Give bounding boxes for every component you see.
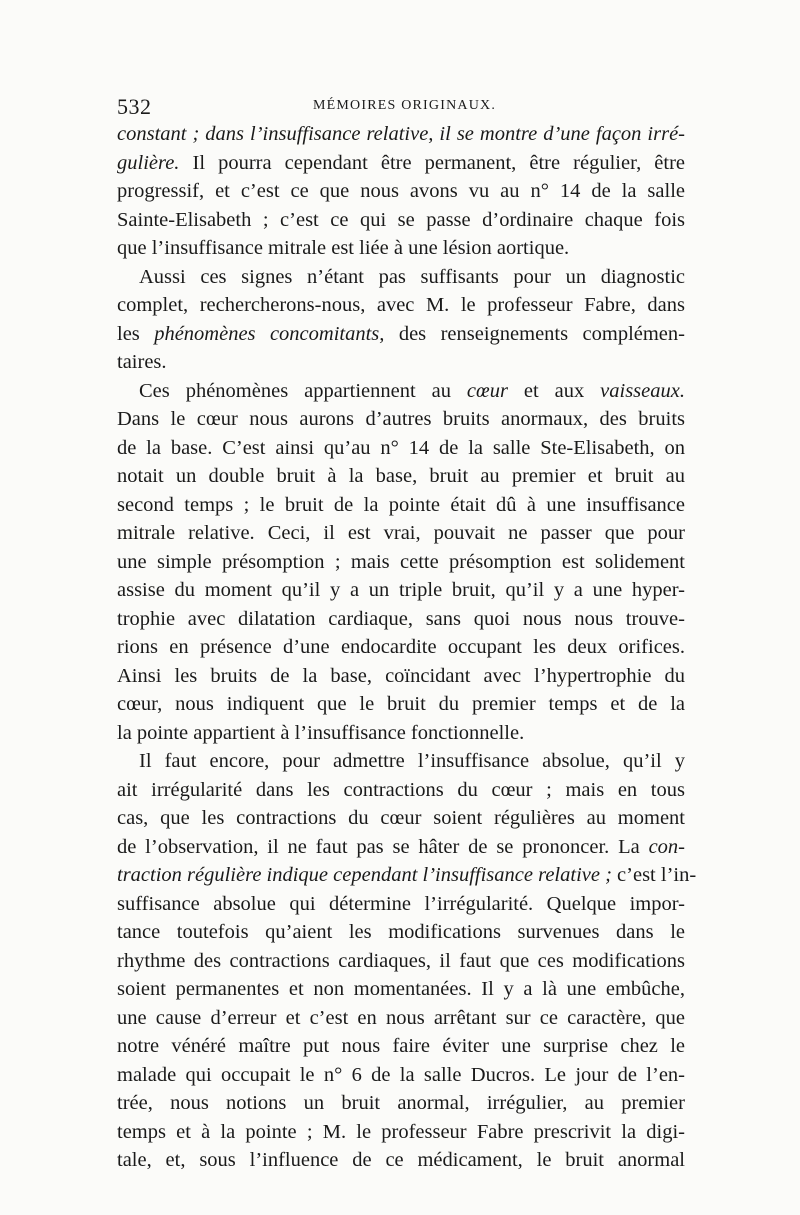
italic-text: gulière. — [117, 151, 180, 174]
text-segment: notre vénéré maître put nous faire éviter une surprise chez le — [117, 1035, 685, 1057]
text-segment: Dans le cœur nous aurons d’autres bruits anormaux, des bruits — [117, 408, 685, 430]
text-segment: la pointe appartient à l’insuffisance fonctionnelle. — [117, 721, 525, 744]
text-segment: Aussi ces signes n’étant pas suffisants pour un diagnostic — [139, 265, 685, 288]
text-line — [117, 519, 685, 548]
running-title: MÉMOIRES ORIGINAUX. — [313, 98, 497, 113]
text-line — [117, 377, 685, 406]
text-line — [117, 633, 685, 662]
text-segment: une simple présomption ; mais cette présomption est solidement — [117, 550, 685, 573]
text-segment: second temps ; le bruit de la pointe était dû à une insuffisance — [117, 493, 685, 516]
text-segment: progressif, et c’est ce que nous avons vu au n° 14 de la salle — [117, 180, 685, 202]
text-segment: que l’insuffisance mitrale est liée à une lésion aortique. — [117, 237, 570, 259]
text-segment: c’est l’in- — [611, 864, 697, 886]
text-segment: une cause d’erreur et c’est en nous arrêtant sur ce caractère, que — [117, 1006, 685, 1029]
text-segment: et aux — [507, 379, 601, 402]
text-line — [117, 690, 685, 719]
text-segment: ait irrégularité dans les contractions du cœur ; mais en tous — [117, 778, 685, 801]
italic-text: phénomènes concomitants, — [154, 322, 385, 345]
text-line — [117, 491, 685, 520]
text-line — [117, 1004, 685, 1033]
italic-text: traction régulière indique cependant l’insuffisance relative ; — [117, 864, 612, 886]
text-line — [117, 833, 685, 862]
text-line — [117, 576, 685, 605]
text-line — [117, 234, 685, 263]
text-segment: Il pourra cependant être permanent, être régulier, être — [179, 151, 685, 174]
text-segment: de la base. C’est ainsi qu’au n° 14 de la salle Ste-Elisabeth, on — [117, 436, 685, 459]
text-line — [117, 605, 685, 634]
text-line — [117, 1061, 685, 1090]
text-segment: cas, que les contractions du cœur soient régulières au moment — [117, 807, 685, 829]
text-line — [117, 1118, 685, 1147]
text-segment: suffisance absolue qui détermine l’irrégularité. Quelque impor- — [117, 892, 685, 915]
text-line — [117, 405, 685, 434]
text-line — [117, 206, 685, 235]
italic-text: cœur — [466, 379, 508, 402]
text-segment: taires. — [117, 351, 167, 373]
text-segment: Sainte-Elisabeth ; c’est ce qui se passe d’ordinaire chaque fois — [117, 208, 685, 231]
page-number: 532 — [117, 94, 152, 119]
text-segment: trophie avec dilatation cardiaque, sans quoi nous nous trouve- — [117, 607, 685, 630]
text-segment: notait un double bruit à la base, bruit au premier et bruit au — [117, 465, 685, 487]
text-segment: complet, rechercherons-nous, avec M. le professeur Fabre, dans — [117, 294, 685, 316]
text-line — [117, 890, 685, 919]
text-line — [117, 177, 685, 206]
italic-text: con- — [648, 835, 685, 858]
text-line — [117, 149, 685, 178]
text-segment: rhythme des contractions cardiaques, il faut que ces modifications — [117, 949, 685, 972]
italic-text: constant ; dans l’insuffisance relative, il se montre d’une façon irré- — [117, 123, 685, 145]
italic-text: vaisseaux. — [600, 379, 685, 402]
text-segment: tale, et, sous l’influence de ce médicament, le bruit anormal — [117, 1149, 685, 1171]
text-segment: soient permanentes et non momentanées. Il y a là une embûche, — [117, 978, 685, 1000]
text-line — [117, 434, 685, 463]
text-segment: assise du moment qu’il y a un triple bruit, qu’il y a une hyper- — [117, 579, 685, 601]
text-line — [117, 120, 685, 149]
text-line — [117, 918, 685, 947]
text-line — [117, 804, 685, 833]
text-segment: de l’observation, il ne faut pas se hâter de se prononcer. La — [117, 835, 649, 858]
text-line — [117, 719, 685, 748]
text-line — [117, 548, 685, 577]
text-segment: tance toutefois qu’aient les modifications survenues dans le — [117, 921, 685, 943]
text-segment: temps et à la pointe ; M. le professeur Fabre prescrivit la digi- — [117, 1120, 685, 1143]
text-line — [117, 947, 685, 976]
text-line — [117, 462, 685, 491]
text-line — [117, 348, 685, 377]
text-line — [117, 1032, 685, 1061]
text-segment: Ces phénomènes appartiennent au — [139, 379, 467, 402]
text-line — [117, 320, 685, 349]
body-text — [117, 120, 697, 1175]
text-segment: les — [117, 322, 155, 345]
text-line — [117, 776, 685, 805]
text-line — [117, 861, 697, 890]
text-segment: Ainsi les bruits de la base, coïncidant avec l’hypertrophie du — [117, 664, 685, 687]
text-segment: malade qui occupait le n° 6 de la salle Ducros. Le jour de l’en- — [117, 1063, 685, 1086]
text-line — [117, 975, 685, 1004]
text-line — [117, 747, 685, 776]
text-line — [117, 662, 685, 691]
text-segment: trée, nous notions un bruit anormal, irrégulier, au premier — [117, 1092, 685, 1114]
text-segment: cœur, nous indiquent que le bruit du premier temps et de la — [117, 693, 685, 715]
text-line — [117, 263, 685, 292]
text-segment: Il faut encore, pour admettre l’insuffisance absolue, qu’il y — [139, 750, 685, 772]
text-segment: des renseignements complémen- — [384, 322, 685, 345]
running-head — [117, 94, 685, 120]
text-line — [117, 1146, 685, 1175]
text-segment: rions en présence d’une endocardite occupant les deux orifices. — [117, 636, 685, 658]
text-line — [117, 1089, 685, 1118]
text-segment: mitrale relative. Ceci, il est vrai, pouvait ne passer que pour — [117, 522, 685, 544]
text-line — [117, 291, 685, 320]
document-page — [117, 94, 697, 1175]
